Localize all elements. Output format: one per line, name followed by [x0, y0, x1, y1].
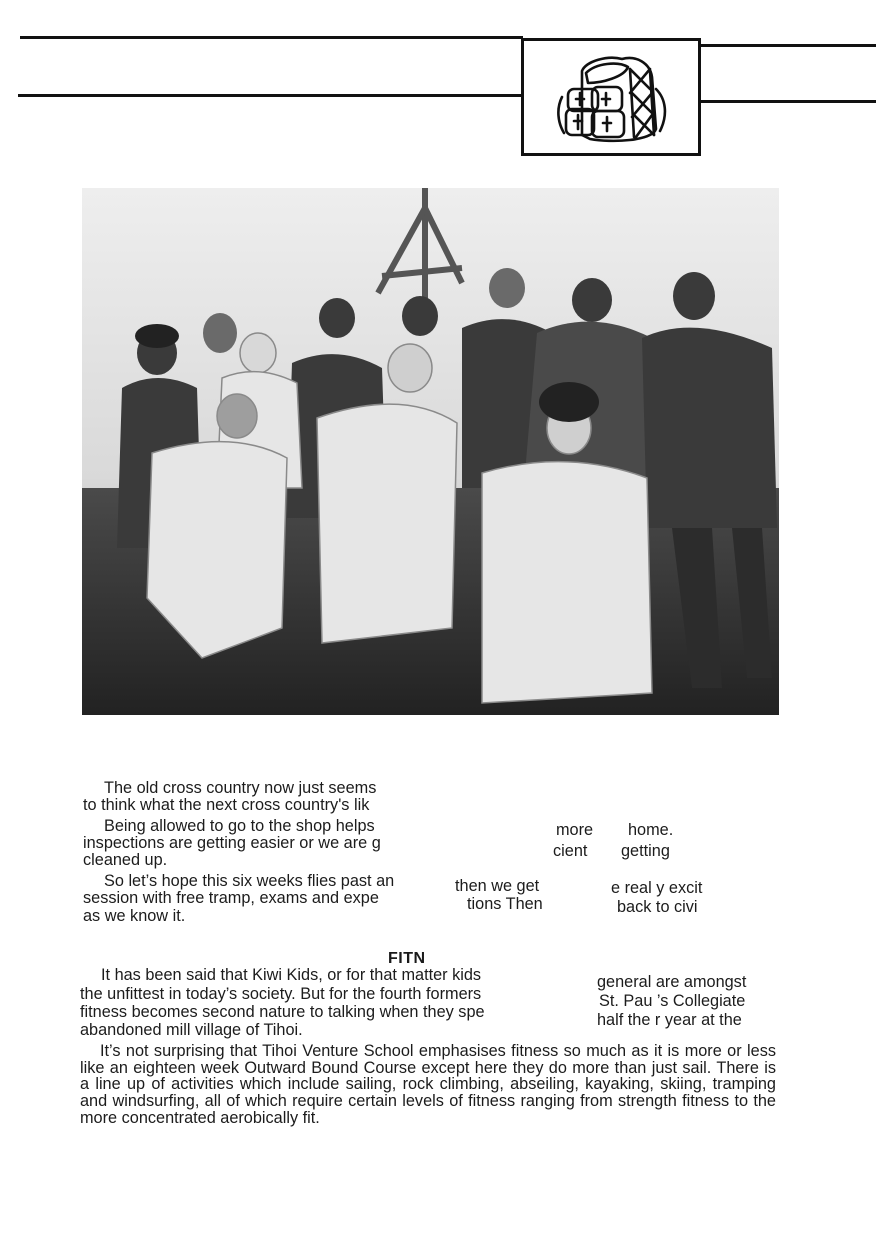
article1-line: So let’s hope this six weeks flies past an — [104, 872, 395, 890]
article2-fragment: half the r year at the — [597, 1011, 742, 1029]
header-logo-box — [521, 38, 701, 156]
article2-fragment: St. Pau ’s Collegiate — [599, 992, 746, 1010]
article1-fragment: back to civi — [617, 898, 698, 916]
group-photo — [82, 188, 779, 715]
article1-line: as we know it. — [83, 907, 186, 925]
article2-line: fitness becomes second nature to talking when they spe — [80, 1003, 485, 1021]
article2-fragment: general are amongst — [597, 973, 747, 991]
header-rule-top-left — [20, 36, 523, 39]
article1-line: to think what the next cross country's lik — [83, 796, 370, 814]
article1-line: cleaned up. — [83, 851, 168, 869]
article1-fragment: more — [556, 821, 594, 839]
article1-line: The old cross country now just seems — [104, 779, 377, 797]
article1-line: Being allowed to go to the shop helps — [104, 817, 375, 835]
article1-line: inspections are getting easier or we are g — [83, 834, 381, 852]
backpack-icon — [552, 49, 674, 149]
header-rule-top-right — [700, 44, 876, 47]
article1-fragment: then we get — [455, 877, 540, 895]
article1-fragment: cient — [553, 842, 588, 860]
article1-line: session with free tramp, exams and expe — [83, 889, 379, 907]
article2-heading: FITN — [388, 950, 426, 967]
article2-line: abandoned mill village of Tihoi. — [80, 1021, 303, 1039]
article1-fragment: getting — [621, 842, 670, 860]
header-rule-bottom-left — [18, 94, 523, 97]
article2-line: It has been said that Kiwi Kids, or for that matter kids — [101, 966, 482, 984]
article2-line: the unfittest in today’s society. But for the fourth formers — [80, 985, 482, 1003]
article1-fragment: home. — [628, 821, 674, 839]
header-rule-bottom-right — [700, 100, 876, 103]
article2-paragraph: It’s not surprising that Tihoi Venture School emphasises fitness so much as it is more or less like an eighteen week Outward Bound Course except here they do more than just sail. There is a line up of activities which include sailing, rock climbing, abseiling, kayaking, skiing, tramping and windsurfing, all of which require certain levels of fitness ranging from strength fitness to the more concentrated aerobically fit. — [80, 1042, 776, 1127]
article1-fragment: e real y excit — [611, 879, 703, 897]
article1-fragment: tions Then — [467, 895, 543, 913]
